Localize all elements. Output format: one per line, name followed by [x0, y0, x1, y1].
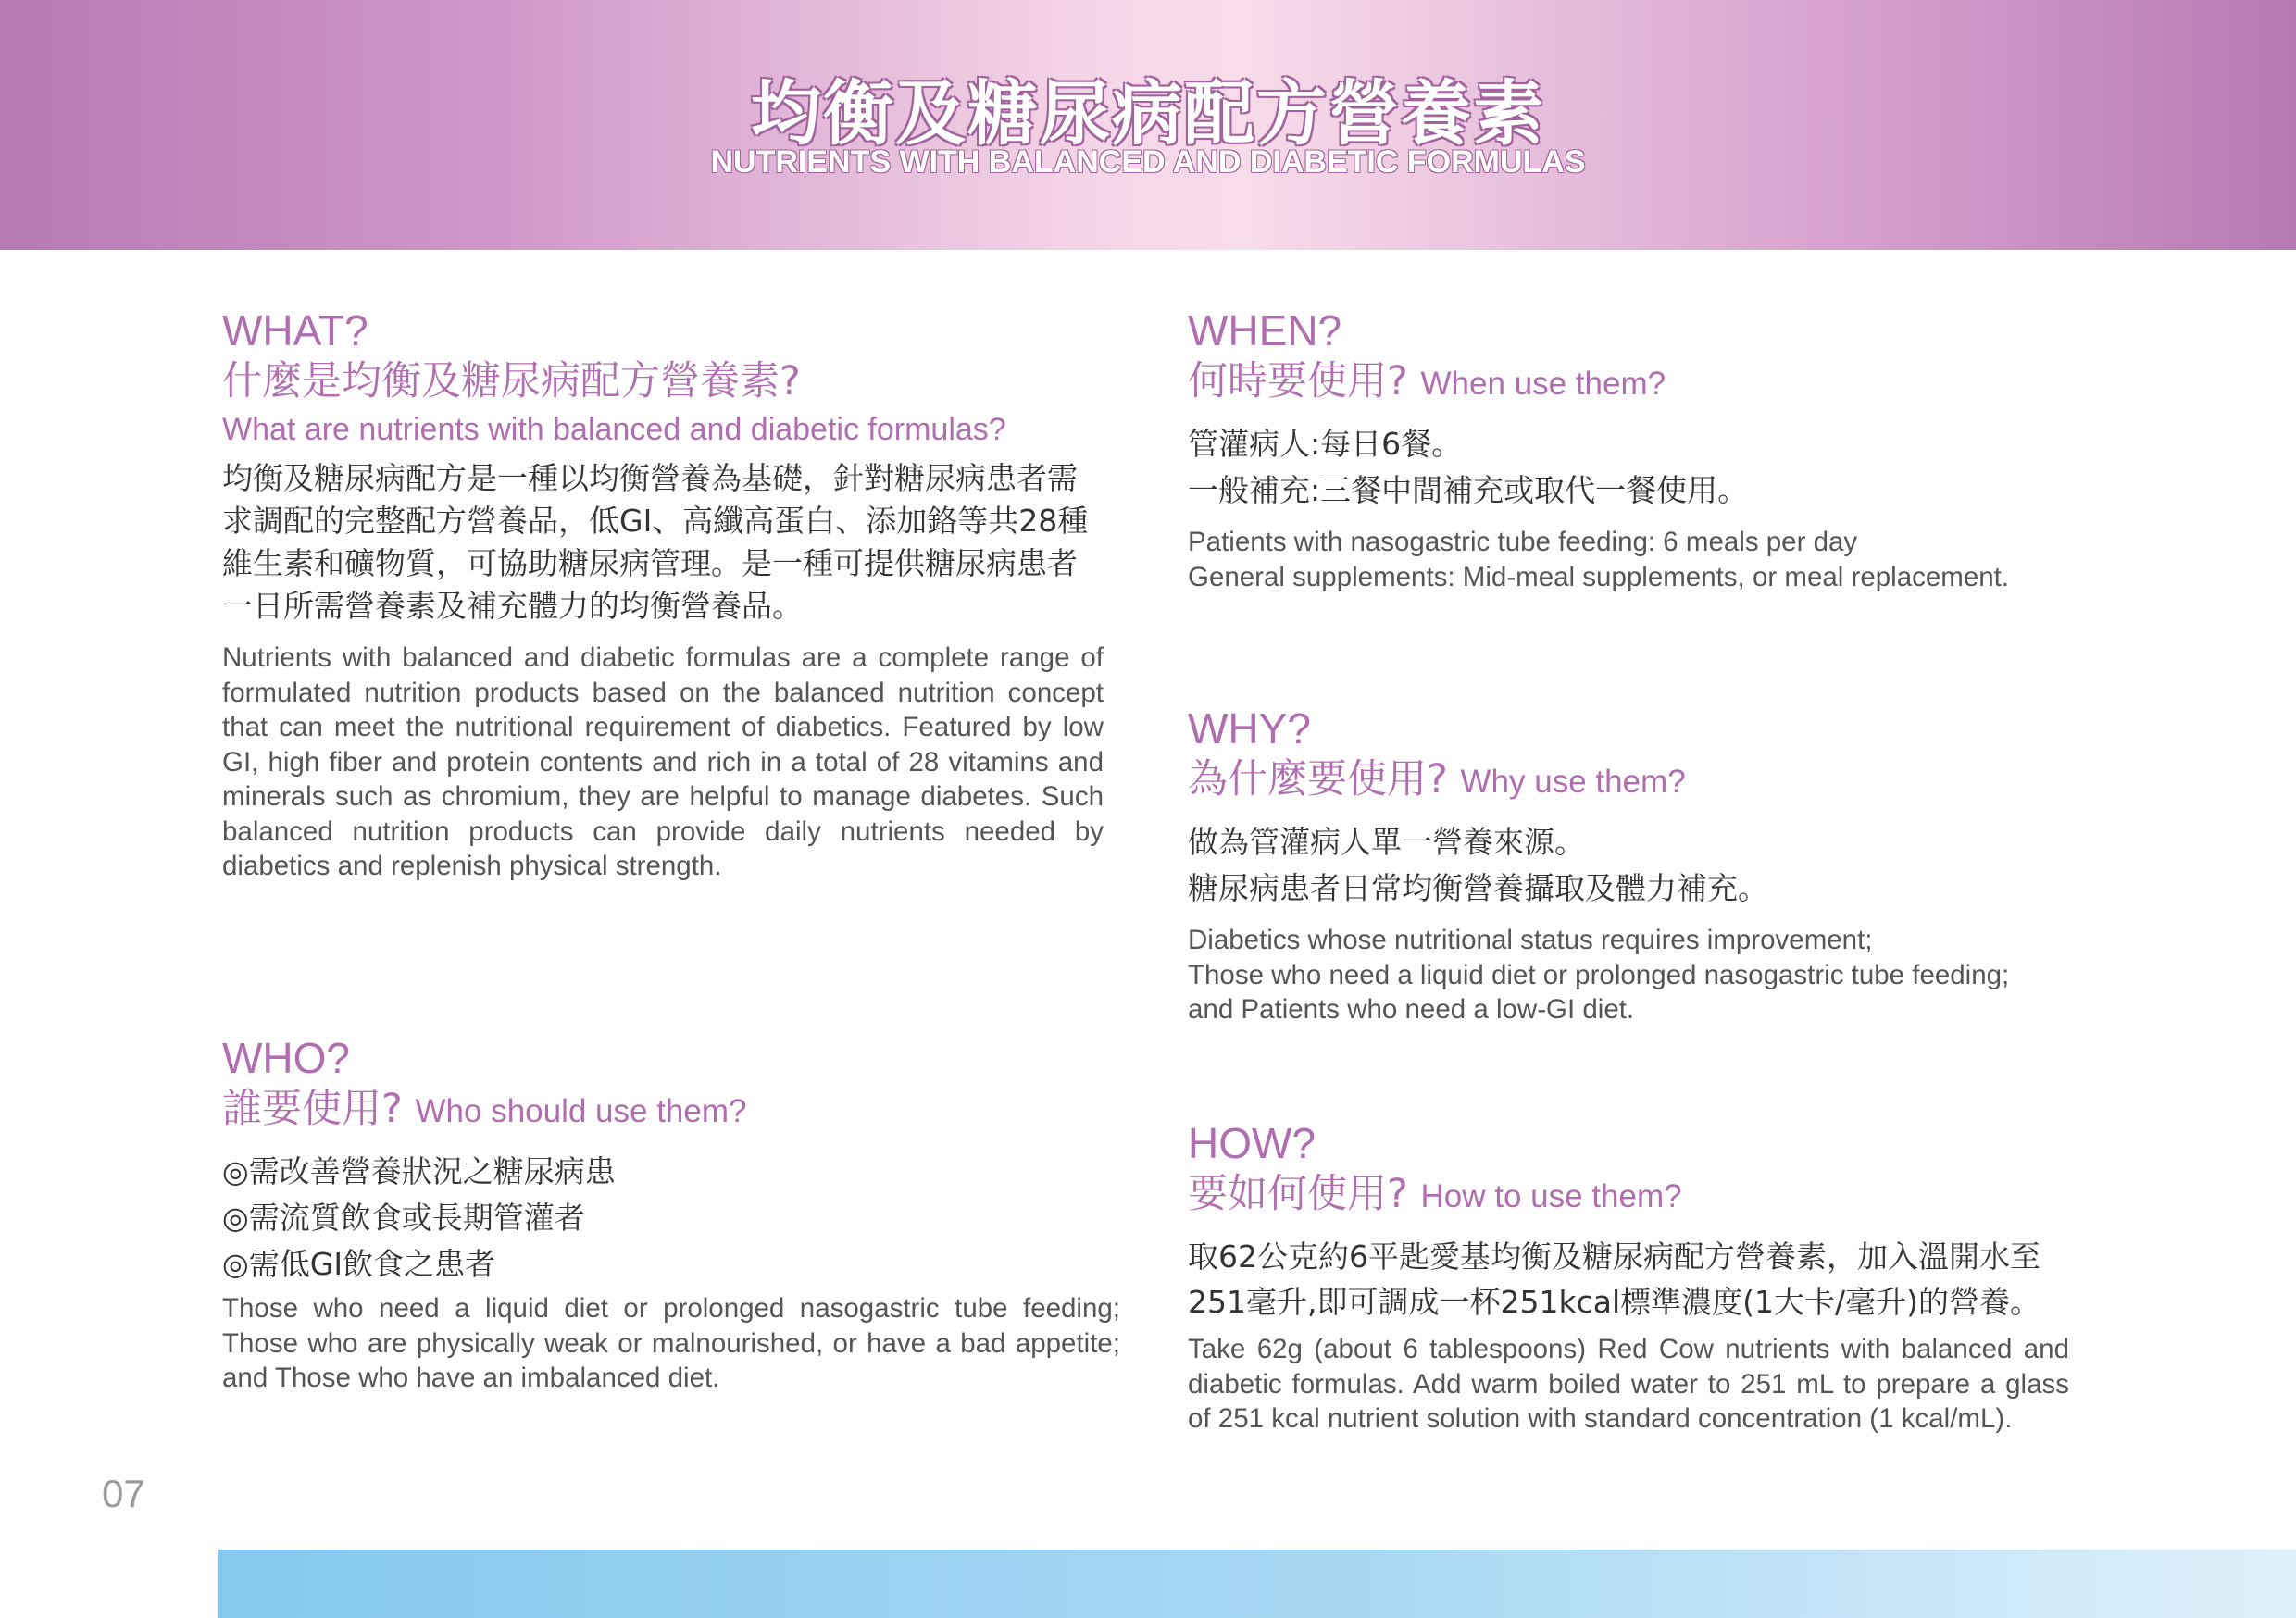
why-question-en: Why use them? [1460, 764, 1686, 800]
why-zh-lines [1188, 819, 2095, 912]
when-question-en: When use them? [1420, 366, 1666, 402]
when-question [1188, 355, 2095, 410]
when-en-lines [1188, 525, 2095, 594]
how-body-zh: 取62公克約6平匙愛基均衡及糖尿病配方營養素，加入溫開水至251毫升,即可調成一杯251kcal標準濃度(1大卡/毫升)的營養。 [1188, 1238, 2040, 1320]
footer-bar [218, 1550, 2296, 1618]
who-list-item: ◎需改善營養狀況之糖尿病患 [222, 1153, 616, 1189]
how-heading: HOW? [1188, 1119, 1316, 1167]
header-banner [0, 0, 2296, 250]
why-line-en: Those who need a liquid diet or prolonged nasogastric tube feeding; [1188, 959, 2010, 990]
why-en-lines [1188, 923, 2095, 1027]
page-subtitle: NUTRIENTS WITH BALANCED AND DIABETIC FORMULAS [710, 144, 1586, 180]
what-question-zh: 什麼是均衡及糖尿病配方營養素? [222, 358, 801, 404]
what-section [222, 305, 1104, 884]
how-section [1188, 1118, 2069, 1437]
why-line-en: and Patients who need a low-GI diet. [1188, 994, 1635, 1025]
when-section [1188, 305, 2095, 594]
why-heading: WHY? [1188, 704, 1311, 753]
why-question [1188, 753, 2095, 808]
what-question-en: What are nutrients with balanced and diabetic formulas? [222, 412, 1006, 447]
when-zh-lines [1188, 421, 2095, 514]
when-heading: WHEN? [1188, 306, 1342, 355]
who-question [222, 1083, 1120, 1138]
why-section [1188, 703, 2095, 1027]
who-list-item: ◎需低GI飲食之患者 [222, 1246, 496, 1282]
who-list-item: ◎需流質飲食或長期管灌者 [222, 1200, 585, 1236]
why-line-zh: 糖尿病患者日常均衡營養攝取及體力補充。 [1188, 870, 1768, 906]
who-list [222, 1149, 1120, 1288]
who-section [222, 1033, 1120, 1396]
why-line-zh: 做為管灌病人單一營養來源。 [1188, 824, 1585, 860]
who-question-zh: 誰要使用? [222, 1086, 403, 1132]
when-line-zh: 管灌病人:每日6餐。 [1188, 426, 1463, 462]
why-line-en: Diabetics whose nutritional status requires improvement; [1188, 925, 1873, 955]
who-body-en: Those who need a liquid diet or prolonged nasogastric tube feeding; Those who are physically weak or malnourished, or have a bad appetite; and Those who have an imbalanced diet. [222, 1293, 1120, 1393]
how-question [1188, 1168, 2069, 1223]
page-title: 均衡及糖尿病配方營養素 [751, 72, 1545, 155]
when-line-zh: 一般補充:三餐中間補充或取代一餐使用。 [1188, 472, 1749, 508]
page-number: 07 [102, 1472, 145, 1515]
what-heading: WHAT? [222, 306, 368, 355]
when-line-en: General supplements: Mid-meal supplements, or meal replacement. [1188, 561, 2010, 592]
when-line-en: Patients with nasogastric tube feeding: 6 meals per day [1188, 527, 1858, 557]
how-question-zh: 要如何使用? [1188, 1171, 1408, 1217]
how-question-en: How to use them? [1420, 1178, 1682, 1214]
who-heading: WHO? [222, 1034, 350, 1082]
what-body-en: Nutrients with balanced and diabetic formulas are a complete range of formulated nutrition products based on the balanced nutrition concept that can meet the nutritional requirement of diabetics. Featured by low GI, high fiber and protein contents and rich in a total of 28 vitamins and minerals such as chromium, they are helpful to manage diabetes. Such balanced nutrition products can provide daily nutrients needed by diabetics and replenish physical strength. [222, 642, 1104, 881]
what-body-zh: 均衡及糖尿病配方是一種以均衡營養為基礎，針對糖尿病患者需求調配的完整配方營養品，低GI、高纖高蛋白、添加鉻等共28種維生素和礦物質，可協助糖尿病管理。是一種可提供糖尿病患者一日所需營養素及補充體力的均衡營養品。 [222, 460, 1089, 624]
when-question-zh: 何時要使用? [1188, 358, 1408, 404]
why-question-zh: 為什麼要使用? [1188, 756, 1448, 803]
how-body-en: Take 62g (about 6 tablespoons) Red Cow nutrients with balanced and diabetic formulas. Add warm boiled water to 251 mL to prepare a glass of 251 kcal nutrient solution with standard concentration (1 kcal/mL). [1188, 1334, 2069, 1434]
who-question-en: Who should use them? [415, 1093, 747, 1129]
